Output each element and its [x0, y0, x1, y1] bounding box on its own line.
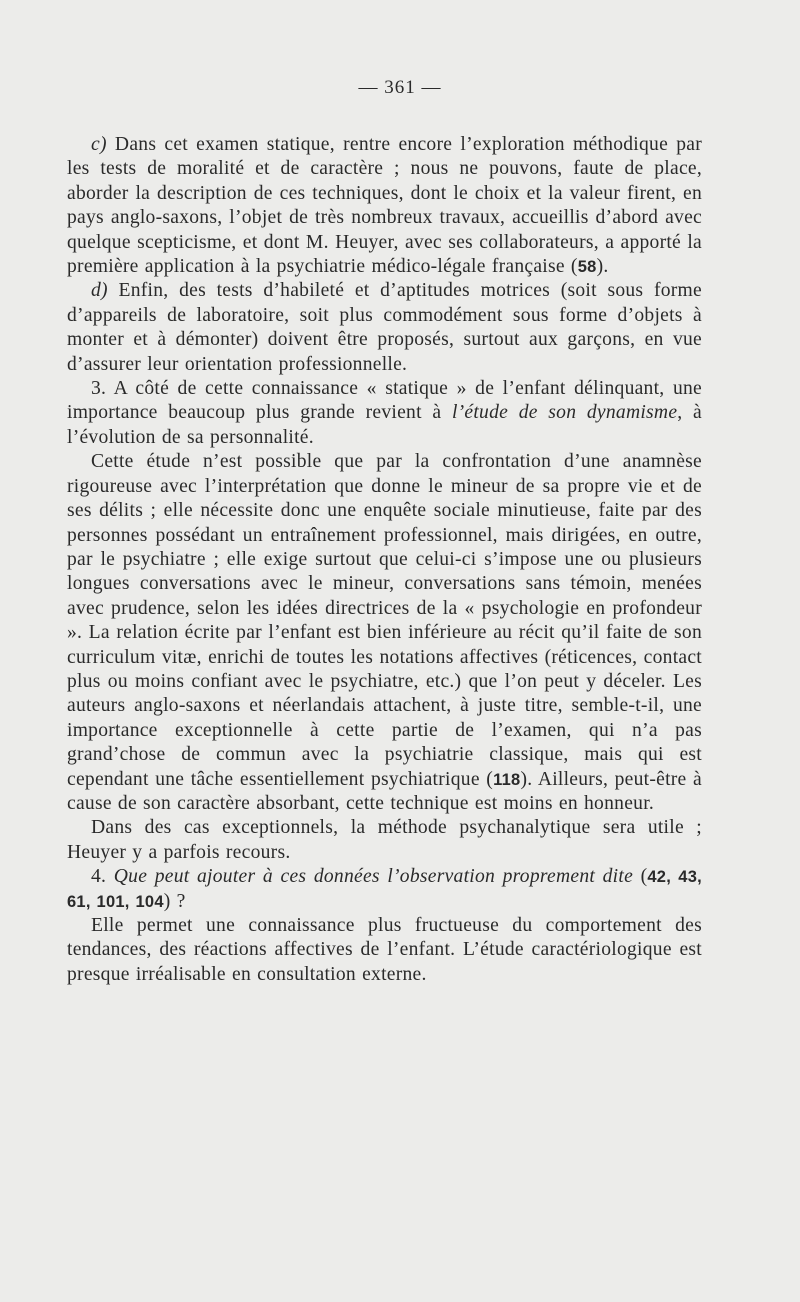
item-label-d: d) [91, 280, 108, 302]
paragraph-psychoanalysis-text: Dans des cas exceptionnels, la méthode psychanalytique sera utile ; Heuyer y a parfois recours. [67, 817, 702, 863]
paragraph-psychoanalysis [67, 816, 702, 865]
paragraph-c [67, 133, 702, 279]
paragraph-3-text: 3. A côté de cette connaissance « statique » de l’enfant délinquant, une importance beaucoup plus grande revient à [67, 378, 702, 424]
paragraph-3-emphasis: l’étude de son dynamisme [451, 402, 678, 424]
reference-118: 118 [493, 770, 521, 789]
paragraph-d [67, 279, 702, 377]
paragraph-3 [67, 377, 702, 450]
paragraph-4 [67, 865, 702, 914]
paragraph-4-close: ) ? [163, 890, 186, 912]
reference-58: 58 [577, 258, 597, 277]
paragraph-study [67, 450, 702, 816]
paragraph-d-text: Enfin, des tests d’habileté et d’aptitudes motrices (soit sous forme d’appareils de laboratoire, soit plus commodément sous forme d’objets à monter et à démonter) doivent être proposés, surtout aux garçons, en vue d’assurer leur orientation professionnelle. [67, 280, 702, 375]
paragraph-study-end: ). Ailleurs, peut-être à cause de son caractère absorbant, cette technique est moins en honneur. [67, 768, 702, 814]
paragraph-c-end: ). [596, 256, 609, 278]
page-number: — 361 — [358, 77, 442, 98]
paragraph-4-heading: Que peut ajouter à ces données l’observation proprement dite [113, 866, 634, 888]
paragraph-4-open: ( [633, 866, 648, 888]
paragraph-c-text: Dans cet examen statique, rentre encore l’exploration méthodique par les tests de moralité et de caractère ; nous ne pouvons, faute de place, aborder la description de ces techniques, dont le choix et la valeur firent, en pays anglo-saxons, l’objet de très nombreux travaux, accueillis d’abord avec quelque scepticisme, et dont M. Heuyer, avec ses collaborateurs, a apporté la première application à la psychiatrie médico-légale française ( [67, 134, 702, 278]
paragraph-observation-text: Elle permet une connaissance plus fructueuse du comportement des tendances, des réactions affectives de l’enfant. L’étude caractériologique est presque irréalisable en consultation externe. [67, 915, 702, 985]
paragraph-study-text: Cette étude n’est possible que par la confrontation d’une anamnèse rigoureuse avec l’interprétation que donne le mineur de sa propre vie et de ses délits ; elle nécessite donc une enquête sociale minutieuse, faite par des personnes possédant un entraînement professionnel, mais dirigées, en outre, par le psychiatre ; elle exige surtout que celui-ci s’impose une ou plusieurs longues conversations avec le mineur, conversations sans témoin, menées avec prudence, selon les idées directrices de la « psychologie en profondeur ». La relation écrite par l’enfant est bien inférieure au récit qu’il faite de son curriculum vitæ, enrichi de toutes les notations affectives (réticences, contact plus ou moins confiant avec le psychiatre, etc.) que l’on peut y déceler. Les auteurs anglo-saxons et néerlandais attachent, à juste titre, semble-t-il, une importance exceptionnelle à cette partie de l’examen, qui n’a pas grand’chose de commun avec la psychiatrie classique, mais qui est cependant une tâche essentiellement psychiatrique ( [67, 451, 702, 790]
paragraph-3-end: , à l’évolution de sa personnalité. [67, 402, 702, 448]
item-label-c: c) [91, 134, 107, 155]
references-list: 42, 43, 61, 101, 104 [67, 868, 702, 911]
paragraph-observation [67, 914, 702, 987]
paragraph-4-number: 4. [91, 866, 114, 888]
page-body [67, 133, 702, 987]
